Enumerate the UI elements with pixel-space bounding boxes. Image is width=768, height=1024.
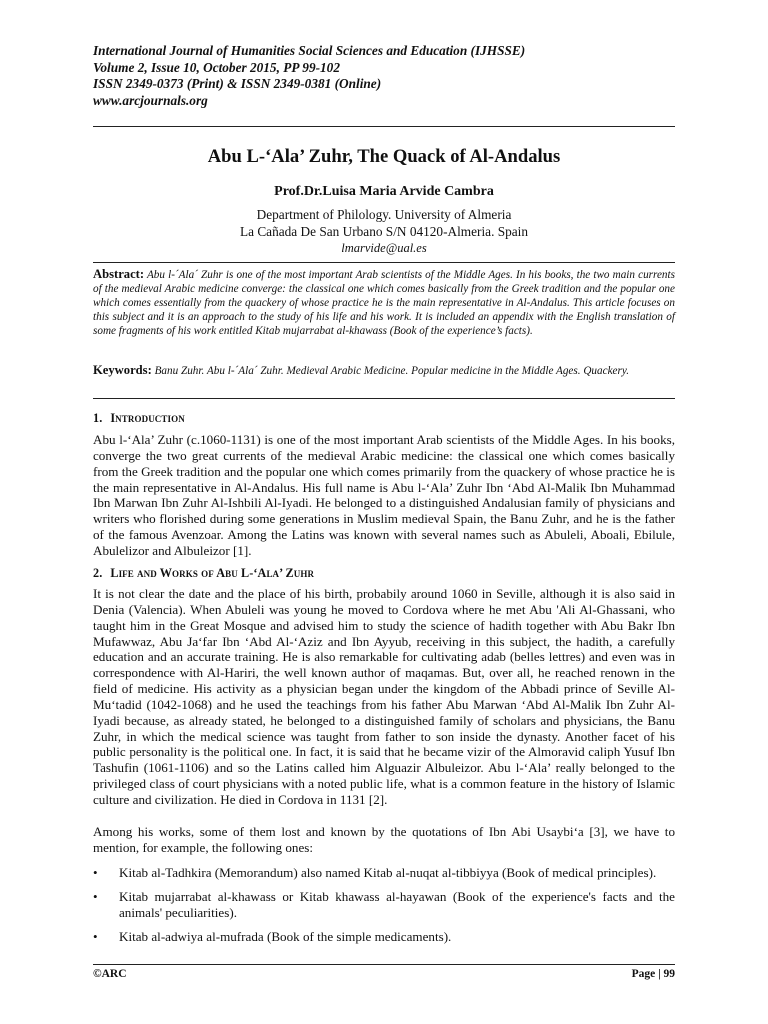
list-item	[93, 865, 675, 881]
article-author: Prof.Dr.Luisa Maria Arvide Cambra	[274, 184, 494, 199]
journal-issn: ISSN 2349-0373 (Print) & ISSN 2349-0381 (Online)	[93, 76, 382, 91]
life-works-paragraph-2: Among his works, some of them lost and known by the quotations of Ibn Abi Usaybi‘a [3], we have to mention, for example, the following ones:	[93, 824, 675, 855]
affiliation-address: La Cañada De San Urbano S/N 04120-Almeria. Spain	[239, 223, 529, 239]
header-divider	[93, 126, 675, 127]
list-item-text: Kitab al-adwiya al-mufrada (Book of the simple medicaments).	[119, 928, 452, 944]
author-affiliation	[93, 207, 675, 257]
bullet-icon: •	[93, 928, 98, 944]
keywords-label: Keywords:	[93, 363, 152, 377]
journal-website[interactable]: www.arcjournals.org	[93, 92, 208, 108]
list-item-text: Kitab al-Tadhkira (Memorandum) also named Kitab al-nuqat al-tibbiyya (Book of medical principles).	[119, 865, 657, 880]
life-works-paragraph-1: It is not clear the date and the place of his birth, probabily around 1060 in Seville, although it is also said in Denia (Valencia). When Abuleli was young he moved to Cordova where he met Abu 'Ali Al-Ghassani, who taught him in the Great Mosque and advised him to study the science of hadith together with Abu Bakr Ibn Mufawwaz, Abu Ja‘far Ibn ‘Abd Al-‘Aziz and Ibn Ayyub, receiving in this subject, the hadith, a carefully education and an accurate training. He is also remarkable for cultivating adab (belles lettres) and even was in correspondence with Al-Hariri, the well known author of maqamas. But, over all, he reached renown in the field of medicine. His activity as a physician began under the kingdom of the Abbadi prince of Seville Al-Mu‘tadid (1042-1068) and he used the teachings from his father Abu Marwan ‘Abd Al-Malik Ibn Zuhr Al-Iyadi because, as already stated, he belonged to a distinguished family of scholars and physicians, the Banu Zuhr, in which the medical science was taught from father to son inside the dynasty. Another facet of his public personality is the political one. In fact, it is said that he became vizir of the Almoravid caliph Yusuf Ibn Tashufin (1061-1106) and so the Latins called him Alguazir Albuleizor. Abu l-‘Ala’ really belonged to the privileged class of court physicians with a noted public life, what is a common feature in the history of Islamic culture and civilization. He died in Cordova in 1131 [2].	[93, 586, 675, 807]
abstract-label: Abstract:	[93, 267, 145, 281]
section-number: 1.	[93, 411, 103, 425]
section-title: Life and Works of Abu L-‘Ala’ Zuhr	[110, 566, 315, 580]
bullet-icon: •	[93, 888, 98, 904]
list-item	[93, 889, 675, 921]
keywords-text: Banu Zuhr. Abu l-´Ala´ Zuhr. Medieval Arabic Medicine. Popular medicine in the Middle Ages. Quackery.	[154, 365, 630, 377]
section-heading-life-and-works	[93, 566, 314, 581]
abstract-top-divider	[93, 262, 675, 263]
journal-name: International Journal of Humanities Social Sciences and Education (IJHSSE)	[93, 43, 526, 58]
journal-volume: Volume 2, Issue 10, October 2015, PP 99-102	[93, 59, 340, 75]
works-list	[93, 865, 675, 944]
footer-divider	[93, 964, 675, 965]
journal-header	[93, 43, 675, 109]
page-number: Page | 99	[631, 968, 675, 980]
section-heading-introduction	[93, 411, 185, 426]
section-number: 2.	[93, 566, 103, 580]
bullet-icon: •	[93, 865, 98, 880]
list-item-text: Kitab mujarrabat al-khawass or Kitab khawass al-hayawan (Book of the experience's facts and the animals' peculiarities).	[119, 888, 675, 920]
abstract-bottom-divider	[93, 398, 675, 399]
keywords-block	[93, 363, 675, 378]
article-title: Abu L-‘Ala’ Zuhr, The Quack of Al-Andalus	[207, 146, 561, 167]
section-title: Introduction	[110, 411, 185, 425]
introduction-paragraph: Abu l-‘Ala’ Zuhr (c.1060-1131) is one of the most important Arab scientists of the Middle Ages. In his books, converge the two great currents of the medieval Arabic medicine: the classical one which comes basically from the Greek tradition and the popular one which comes primarily from the quackery of whose practice he is the main representative in Al-Andalus. His full name is Abu l-‘Ala’ Zuhr Ibn ‘Abd Al-Malik Ibn Muhammad Ibn Marwan Ibn Zuhr Al-Ishbili Al-Iyadi. He belonged to a distinguished Andalusian family of physicians and writers who florished during some generations in Muslim medieval Spain, the Banu Zuhr, and he is the father of the famous Avenzoar. Among the Latins was known with several names such as Abuleli, Aboali, Ebilule, Abulelizor and Albuleizor [1].	[93, 432, 675, 558]
abstract-block	[93, 267, 675, 338]
abstract-text: Abu l-´Ala´ Zuhr is one of the most important Arab scientists of the Middle Ages. In his books, the two main currents of the medieval Arabic medicine converge: the classical one which comes basically from the Greek tradition and the popular one which comes essentially from the quackery of whose practice he is the main representative in Al-Andalus. This article focuses on this subject and it is an approach to the study of his life and his work. It is included an appendix with the English translation of some fragments of his work entitled Kitab mujarrabat al-khawass (Book of the experience’s facts).	[93, 269, 675, 337]
author-email[interactable]: lmarvide@ual.es	[341, 241, 427, 255]
list-item	[93, 929, 675, 945]
footer-publisher: ©ARC	[93, 968, 127, 980]
affiliation-department: Department of Philology. University of Almeria	[256, 207, 512, 222]
